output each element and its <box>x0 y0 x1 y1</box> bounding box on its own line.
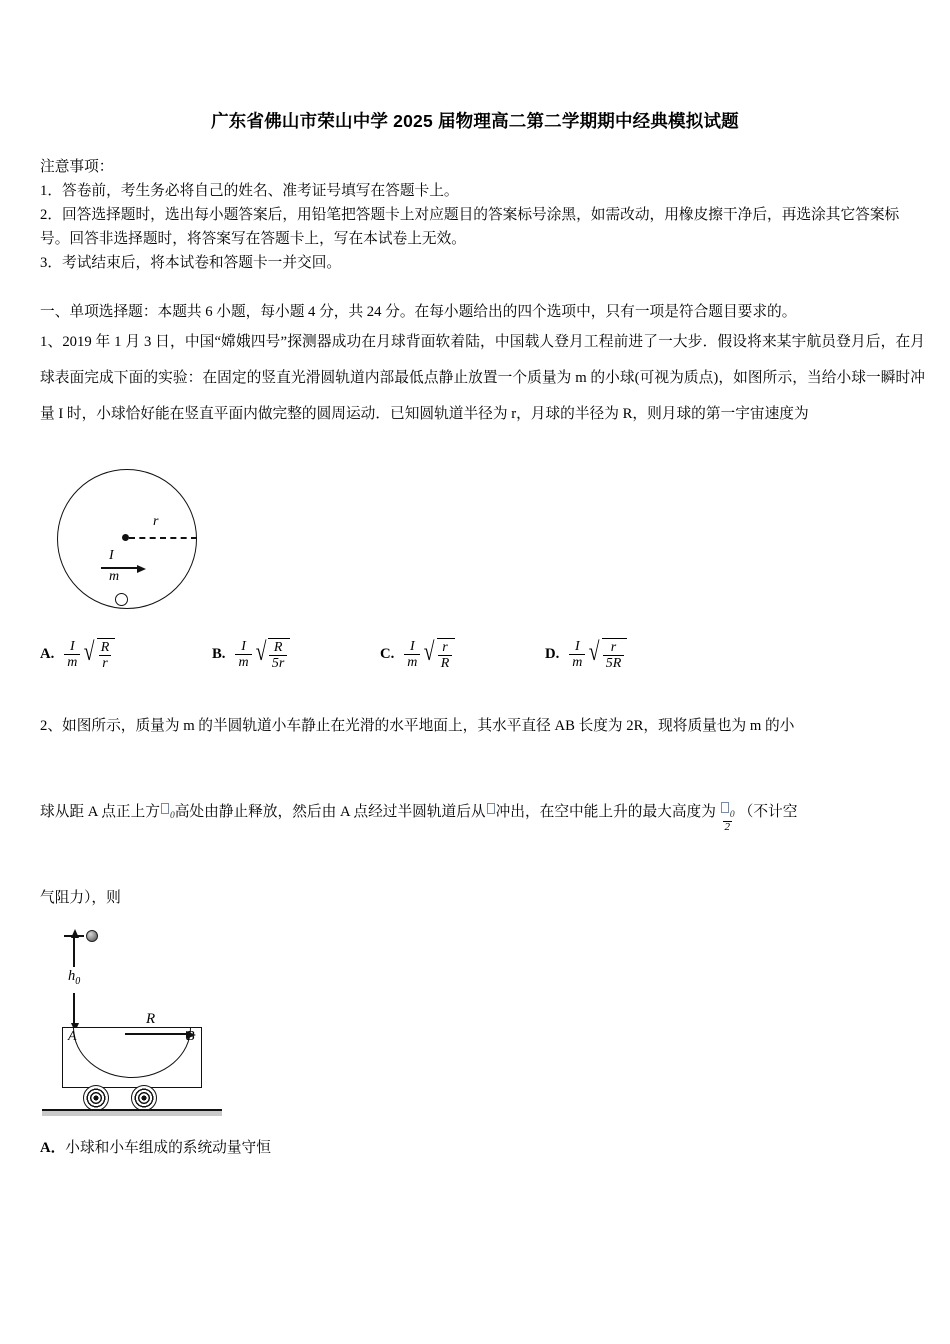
figure-label-mass: m <box>109 569 120 584</box>
question-2-height-fraction <box>718 802 737 834</box>
missing-glyph-box-icon <box>161 803 169 814</box>
option-a-coefficient: $\frac{I}{m}$ <box>64 639 80 670</box>
option-a[interactable] <box>40 638 115 671</box>
option-d[interactable] <box>545 638 627 671</box>
question-1-options <box>40 630 740 690</box>
notice-section <box>40 155 920 275</box>
figure-label-A: A <box>68 1029 77 1044</box>
radius-dashed-line-icon <box>129 537 197 539</box>
radius-arrow-icon <box>125 1033 187 1035</box>
page-title: 广东省佛山市荣山中学 2025 届物理高二第二学期期中经典模拟试题 <box>211 111 739 131</box>
option-d-coefficient: $\frac{I}{m}$ <box>569 639 585 670</box>
missing-glyph-box-icon-2 <box>487 803 495 814</box>
small-ball-icon <box>115 593 128 606</box>
question-1-figure <box>48 466 218 621</box>
question-2-line-2 <box>40 798 930 834</box>
question-2-line-3: 气阻力），则 <box>40 890 121 906</box>
option-a-sqrt: √ $\frac{R}{r}$ <box>82 638 115 671</box>
question-2-option-a-letter: A． <box>40 1140 66 1156</box>
notice-item-3: 3．考试结束后，将本试卷和答题卡一并交回。 <box>40 255 342 271</box>
missing-glyph-subscript: 0 <box>169 811 175 821</box>
falling-ball-icon <box>86 930 98 942</box>
option-b[interactable] <box>212 638 290 671</box>
question-2-text-part-4: （不计空 <box>738 804 798 820</box>
figure-label-radius: r <box>153 514 159 529</box>
cart-wheel-left-icon <box>83 1085 109 1111</box>
question-2-option-a-text: 小球和小车组成的系统动量守恒 <box>65 1140 271 1156</box>
height-arrow-up-icon <box>73 937 75 967</box>
circle-center-dot-icon <box>122 534 129 541</box>
figure-label-B: B <box>186 1029 195 1044</box>
option-d-letter: D. <box>545 646 560 663</box>
question-1-body: 1、2019 年 1 月 3 日，中国“嫦娥四号”探测器成功在月球背面软着陆，中国载人登月工程前进了一大步．假设将来某宇航员登月后，在月球表面完成下面的实验：在固定的竖直光滑圆轨道内部最低点静止放置一个质量为 m 的小球(可视为质点)，如图所示，当给小球一瞬时冲量 I 时，小球恰好能在竖直平面内做完整的圆周运动．已知圆轨道半径为 r，月球的半径为 R，则月球的第一宇宙速度为 <box>40 334 925 422</box>
figure-label-impulse: I <box>109 548 114 563</box>
figure-label-h0: $h_0$ <box>68 968 81 987</box>
option-d-sqrt: √ $\frac{r}{5R}$ <box>587 638 627 671</box>
option-c-letter: C. <box>380 646 395 663</box>
cart-body-icon <box>62 1027 202 1088</box>
question-2-text-part-2: 高处由静止释放，然后由 A 点经过半圆轨道后从 <box>174 804 486 820</box>
impulse-arrow-icon <box>101 567 138 569</box>
section-heading: 一、单项选择题：本题共 6 小题，每小题 4 分，共 24 分。在每小题给出的四个选项中，只有一项是符合题目要求的。 <box>40 304 797 320</box>
option-a-letter: A. <box>40 646 55 663</box>
radical-sign-icon: √ <box>84 637 95 666</box>
question-2-figure <box>42 928 252 1118</box>
notice-item-2: 2．回答选择题时，选出每小题答案后，用铅笔把答题卡上对应题目的答案标号涂黑，如需改动，用橡皮擦干净后，再选涂其它答案标号。回答非选择题时，将答案写在答题卡上，写在本试卷上无效。 <box>40 207 900 247</box>
option-c[interactable] <box>380 638 455 671</box>
radical-sign-icon: √ <box>589 637 600 666</box>
question-2-option-a[interactable] <box>40 1136 271 1160</box>
option-c-sqrt: √ $\frac{r}{R}$ <box>422 638 455 671</box>
missing-glyph-box-icon-3 <box>721 802 729 813</box>
fraction-denominator: 2 <box>724 820 731 833</box>
question-2-text-part-1: 球从距 A 点正上方 <box>40 804 160 820</box>
question-2-line-1: 2、如图所示，质量为 m 的半圆轨道小车静止在光滑的水平地面上，其水平直径 AB 长度为 2R，现将质量也为 m 的小 <box>40 718 795 734</box>
option-b-coefficient: $\frac{I}{m}$ <box>235 639 251 670</box>
figure-label-R: R <box>146 1011 156 1027</box>
notice-heading: 注意事项： <box>40 159 114 175</box>
height-arrow-down-icon <box>73 993 75 1023</box>
cart-wheel-right-icon <box>131 1085 157 1111</box>
notice-item-1: 1．答卷前，考生务必将自己的姓名、准考证号填写在答题卡上。 <box>40 183 459 199</box>
option-b-letter: B. <box>212 646 226 663</box>
option-c-coefficient: $\frac{I}{m}$ <box>404 639 420 670</box>
question-2-text-part-3: 冲出，在空中能上升的最大高度为 <box>495 804 716 820</box>
radical-sign-icon: √ <box>255 637 267 666</box>
ground-surface-icon <box>42 1109 222 1116</box>
fraction-numerator: 0 <box>718 802 737 821</box>
radical-sign-icon: √ <box>424 637 435 666</box>
option-b-sqrt: √ $\frac{R}{5r}$ <box>254 638 291 671</box>
